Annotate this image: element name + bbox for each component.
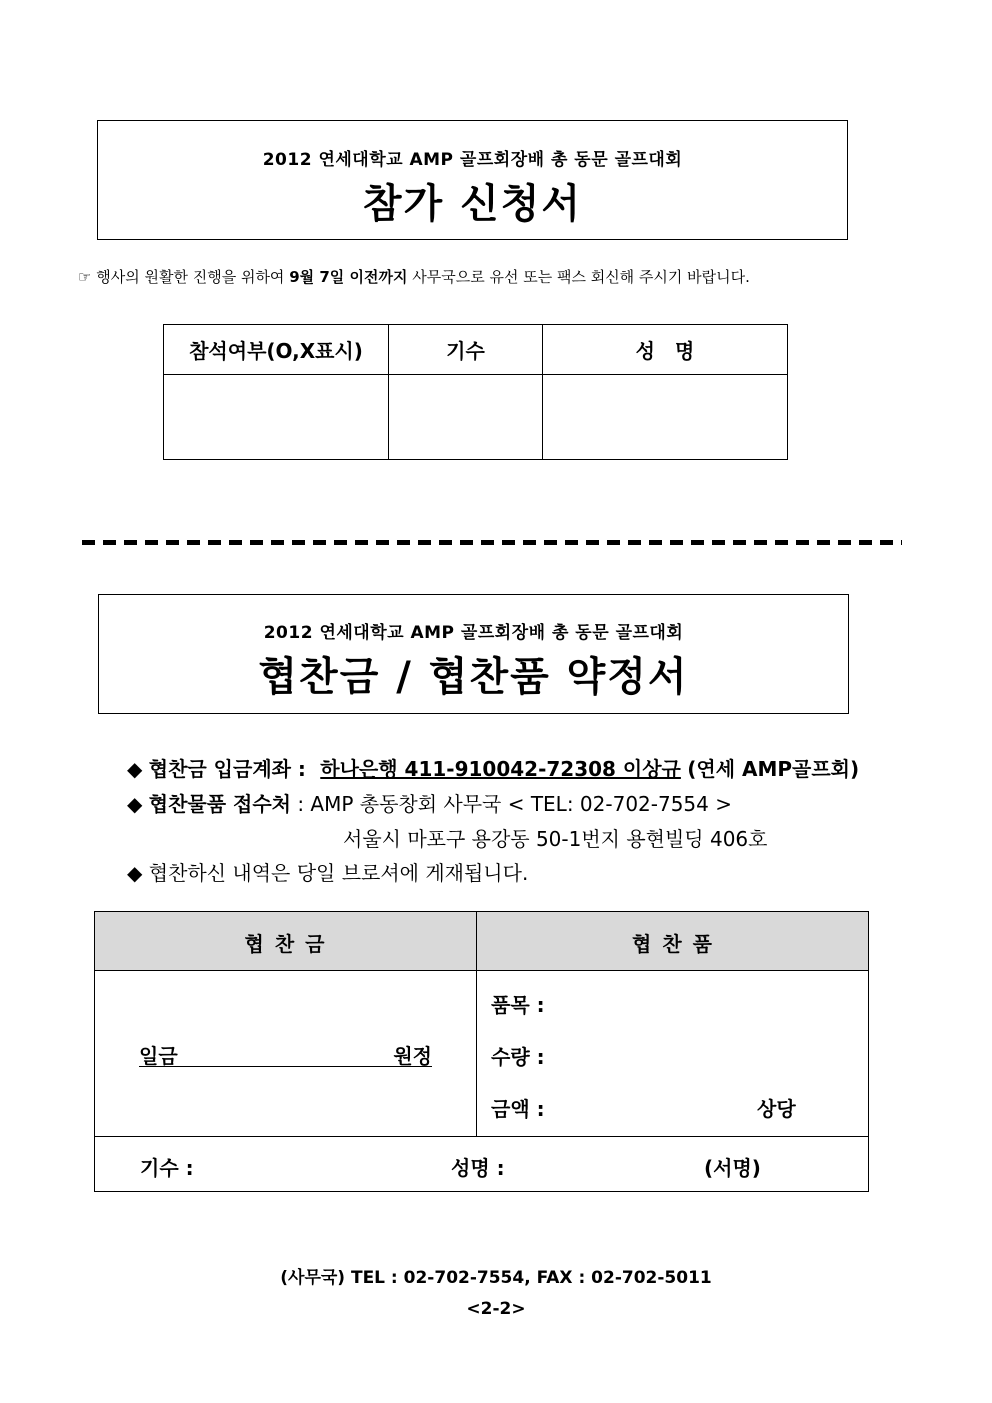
notice-text-post: 사무국으로 유선 또는 팩스 회신해 주시기 바랍니다. bbox=[407, 268, 750, 286]
money-suffix: 원정 bbox=[393, 1044, 432, 1068]
notice-deadline: 9월 7일 이전까지 bbox=[289, 268, 408, 286]
pledge-notice: 협찬하신 내역은 당일 브로셔에 게재됩니다. bbox=[148, 861, 529, 885]
class-label: 기수 : bbox=[140, 1156, 194, 1180]
header-attendance: 참석여부(O,X표시) bbox=[164, 325, 389, 375]
notice-text-pre: 행사의 원활한 진행을 위하여 bbox=[96, 268, 290, 286]
money-header: 협 찬 금 bbox=[244, 932, 327, 956]
name-cell[interactable] bbox=[543, 375, 788, 460]
name-label: 성명 : bbox=[451, 1156, 505, 1180]
cut-line bbox=[82, 540, 902, 545]
page-number: <2-2> bbox=[466, 1299, 526, 1319]
footer-contact: (사무국) TEL : 02-702-7554, FAX : 02-702-5011 bbox=[280, 1268, 712, 1288]
contribution-table bbox=[94, 911, 869, 1192]
account-label: 협찬금 입금계좌 : bbox=[148, 757, 306, 781]
diamond-bullet-icon: ◆ bbox=[127, 861, 143, 885]
row-divider bbox=[95, 1136, 868, 1137]
diamond-bullet-icon: ◆ bbox=[127, 757, 143, 781]
goods-header: 협 찬 품 bbox=[632, 932, 714, 956]
account-note: (연세 AMP골프회) bbox=[687, 757, 860, 781]
pointing-hand-icon: ☞ bbox=[78, 268, 92, 286]
account-value: 하나은행 411-910042-72308 이상규 bbox=[320, 757, 681, 781]
pledge-title: 협찬금 / 협찬품 약정서 bbox=[258, 654, 689, 700]
item-label: 품목 : bbox=[491, 993, 545, 1017]
receipt-line bbox=[127, 788, 732, 817]
receipt-address: 서울시 마포구 용강동 50-1번지 용현빌딩 406호 bbox=[343, 827, 768, 851]
application-title: 참가 신청서 bbox=[362, 181, 583, 227]
attendance-cell[interactable] bbox=[164, 375, 389, 460]
quantity-label: 수량 : bbox=[491, 1045, 545, 1069]
header-name: 성 명 bbox=[543, 325, 788, 375]
application-notice bbox=[78, 266, 938, 287]
pledge-subtitle: 2012 연세대학교 AMP 골프회장배 총 동문 골프대회 bbox=[263, 623, 684, 643]
amount-suffix: 상당 bbox=[757, 1097, 796, 1121]
notice-line bbox=[127, 857, 528, 886]
application-table bbox=[163, 324, 788, 460]
receipt-value: : AMP 총동창회 사무국 < TEL: 02-702-7554 > bbox=[297, 792, 732, 816]
application-title-box bbox=[97, 120, 848, 240]
application-subtitle: 2012 연세대학교 AMP 골프회장배 총 동문 골프대회 bbox=[262, 150, 683, 170]
money-prefix: 일금 bbox=[139, 1044, 178, 1068]
signature-label: (서명) bbox=[704, 1156, 761, 1180]
diamond-bullet-icon: ◆ bbox=[127, 792, 143, 816]
receipt-label: 협찬물품 접수처 bbox=[148, 792, 291, 816]
pledge-title-box bbox=[98, 594, 849, 714]
money-amount-field[interactable] bbox=[139, 1040, 432, 1067]
amount-label: 금액 : bbox=[491, 1097, 545, 1121]
header-class: 기수 bbox=[389, 325, 543, 375]
account-line bbox=[127, 753, 859, 782]
class-cell[interactable] bbox=[389, 375, 543, 460]
